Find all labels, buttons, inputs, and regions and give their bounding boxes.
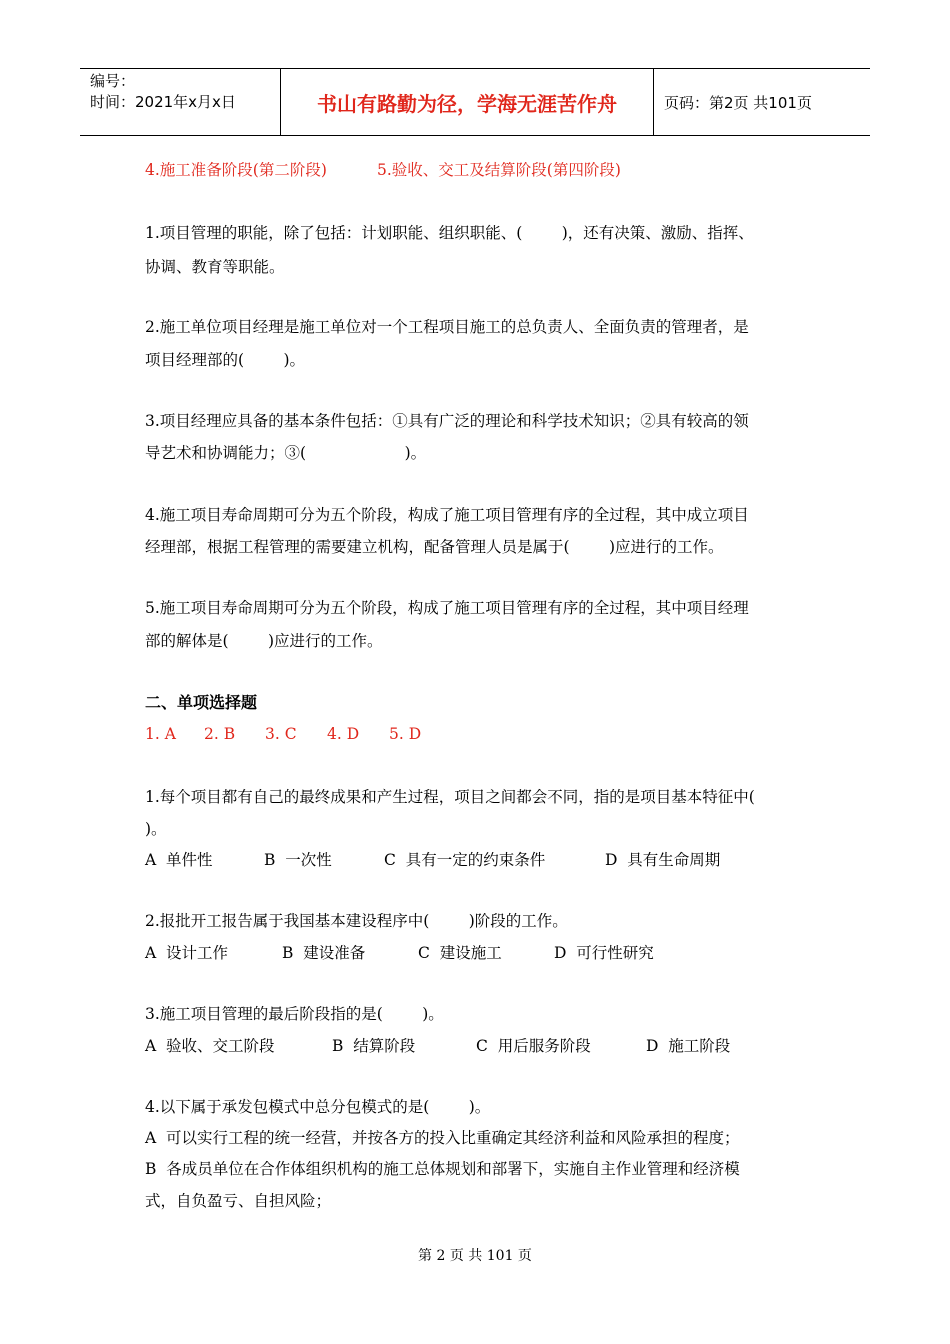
section-title: 二、单项选择题	[145, 693, 258, 712]
q1-option-a: A 单件性	[145, 851, 213, 869]
answer-2: 2. B	[204, 725, 236, 743]
q2-option-d: D 可行性研究	[554, 944, 654, 962]
fill-blank-2-line2: 项目经理部的( )。	[145, 351, 306, 369]
q2-option-c: C 建设施工	[418, 944, 502, 962]
q2-option-b: B 建设准备	[282, 944, 366, 962]
header-meta	[80, 69, 281, 135]
q2-option-a: A 设计工作	[145, 944, 229, 962]
answer-1: 1. A	[145, 725, 176, 743]
q1-option-d: D 具有生命周期	[605, 851, 721, 869]
q1-option-b: B 一次性	[264, 851, 332, 869]
question-1-stem-end: )。	[145, 820, 167, 838]
q3-option-d: D 施工阶段	[646, 1037, 731, 1055]
page-header	[80, 68, 870, 136]
fill-blank-4-line2: 经理部，根据工程管理的需要建立机构，配备管理人员是属于( )应进行的工作。	[145, 538, 724, 556]
fill-blank-2-line1: 2.施工单位项目经理是施工单位对一个工程项目施工的总负责人、全面负责的管理者，是	[145, 318, 749, 336]
q3-option-b: B 结算阶段	[332, 1037, 416, 1055]
header-motto: 书山有路勤为径，学海无涯苦作舟	[281, 69, 654, 135]
question-4-stem: 4.以下属于承发包模式中总分包模式的是( )。	[145, 1098, 491, 1116]
fill-blank-3-line2: 导艺术和协调能力；③( )。	[145, 444, 427, 462]
question-2-stem: 2.报批开工报告属于我国基本建设程序中( )阶段的工作。	[145, 912, 568, 930]
header-page-info: 页码：第2页 共101页	[664, 93, 812, 112]
fill-blank-5-line1: 5.施工项目寿命周期可分为五个阶段，构成了施工项目管理有序的全过程，其中项目经理	[145, 599, 749, 617]
question-3-stem: 3.施工项目管理的最后阶段指的是( )。	[145, 1005, 444, 1023]
answer-3: 3. C	[265, 725, 297, 743]
answer-4: 4. D	[327, 725, 360, 743]
number-label: 编号：	[90, 72, 136, 90]
time-label: 时间：2021年x月x日	[90, 93, 236, 111]
q4-option-a: A 可以实行工程的统一经营，并按各方的投入比重确定其经济利益和风险承担的程度；	[145, 1129, 740, 1147]
page-footer: 第 2 页 共 101 页	[418, 1248, 532, 1264]
q4-option-b-line1: B 各成员单位在合作体组织机构的施工总体规划和部署下，实施自主作业管理和经济模	[145, 1160, 740, 1178]
fill-blank-3-line1: 3.项目经理应具备的基本条件包括：①具有广泛的理论和科学技术知识；②具有较高的领	[145, 412, 749, 430]
q3-option-a: A 验收、交工阶段	[145, 1037, 275, 1055]
fill-blank-1-line2: 协调、教育等职能。	[145, 258, 285, 276]
answer-item-4: 4.施工准备阶段(第二阶段)	[145, 161, 327, 179]
q3-option-c: C 用后服务阶段	[476, 1037, 591, 1055]
fill-blank-1-line1: 1.项目管理的职能，除了包括：计划职能、组织职能、( )，还有决策、激励、指挥、	[145, 224, 754, 242]
q4-option-b-line2: 式，自负盈亏、自担风险；	[145, 1192, 332, 1210]
answer-5: 5. D	[389, 725, 422, 743]
q1-option-c: C 具有一定的约束条件	[384, 851, 546, 869]
fill-blank-5-line2: 部的解体是( )应进行的工作。	[145, 632, 383, 650]
answer-item-5: 5.验收、交工及结算阶段(第四阶段)	[377, 161, 621, 179]
question-1-stem: 1.每个项目都有自己的最终成果和产生过程，项目之间都会不同，指的是项目基本特征中(	[145, 788, 755, 806]
fill-blank-4-line1: 4.施工项目寿命周期可分为五个阶段，构成了施工项目管理有序的全过程，其中成立项目	[145, 506, 749, 524]
